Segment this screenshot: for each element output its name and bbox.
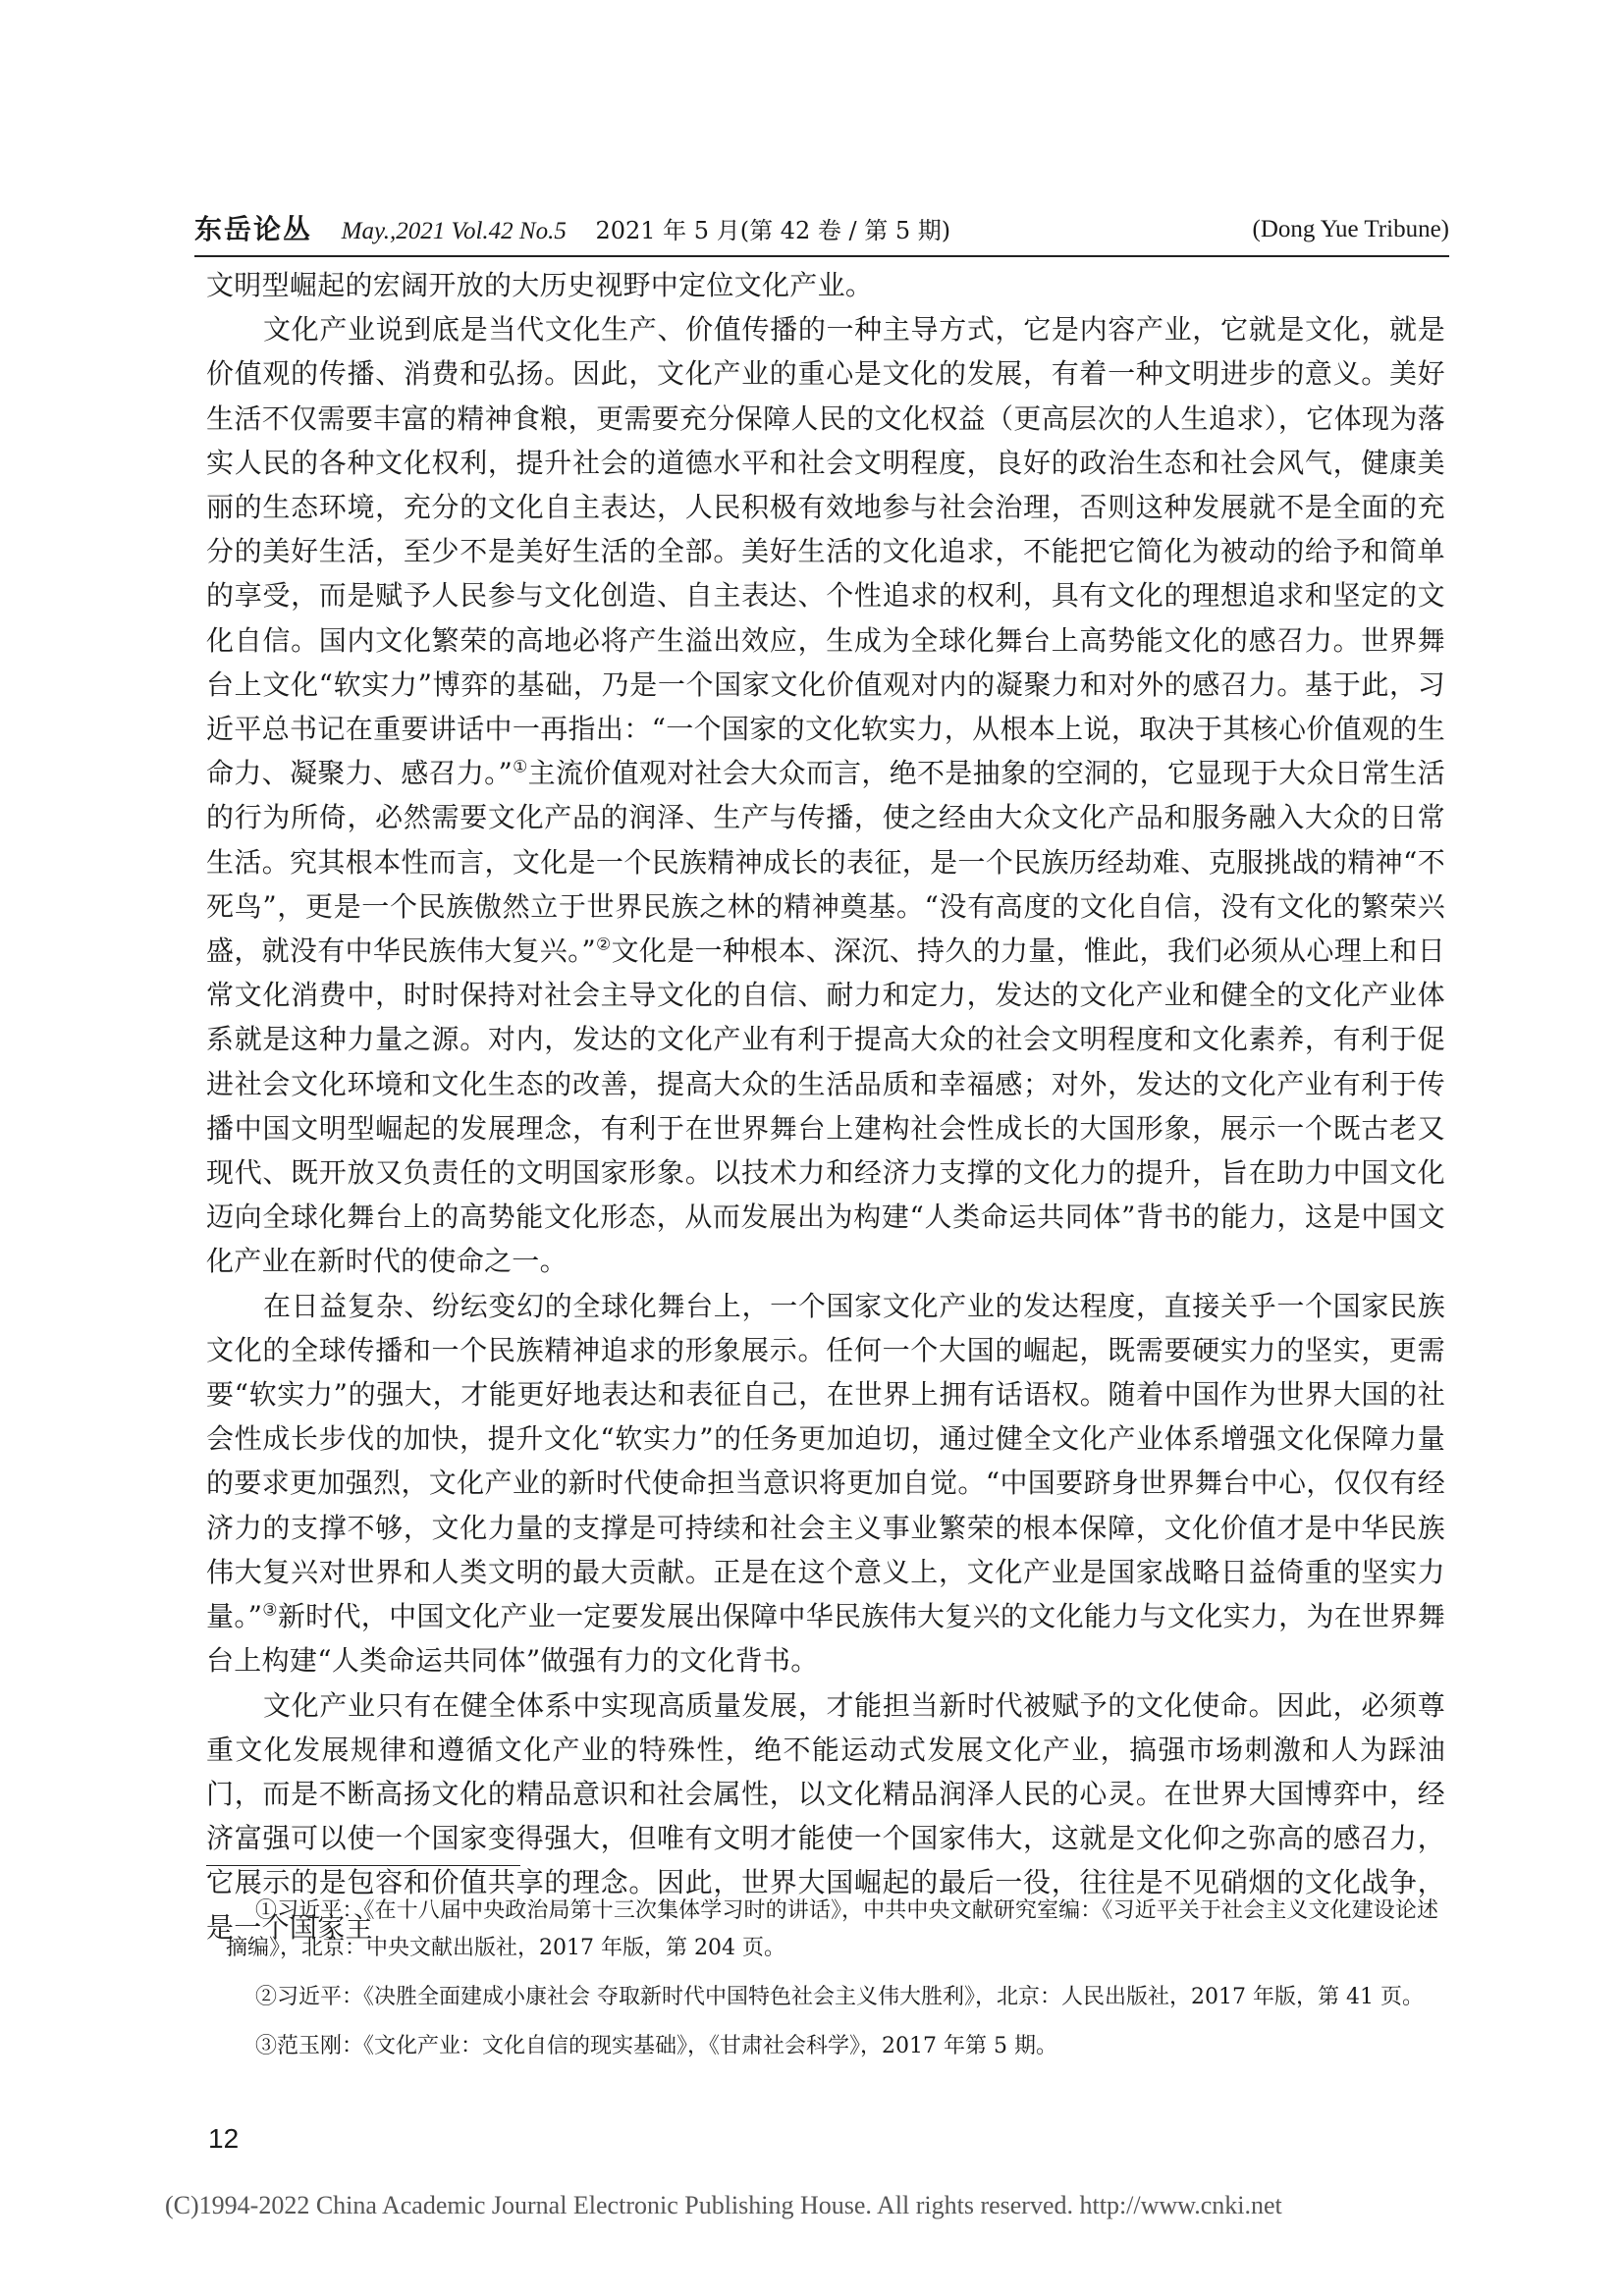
footnote-ref-2[interactable]: ② — [596, 934, 612, 955]
paragraph — [206, 307, 1445, 1283]
paragraph: 文化产业只有在健全体系中实现高质量发展，才能担当新时代被赋予的文化使命。因此，必须尊重文化发展规律和遵循文化产业的特殊性，绝不能运动式发展文化产业，搞强市场刺激和人为踩油门，而是不断高扬文化的精品意识和社会属性，以文化精品润泽人民的心灵。在世界大国博弈中，经济富强可以使一个国家变得强大，但唯有文明才能使一个国家伟大，这就是文化仰之弥高的感召力，它展示的是包容和价值共享的理念。因此，世界大国崛起的最后一役，往往是不见硝烟的文化战争，是一个国家主 — [206, 1688, 1445, 1944]
footnotes — [226, 1893, 1438, 2077]
paragraph-continued: 文明型崛起的宏阔开放的大历史视野中定位文化产业。 — [206, 269, 874, 301]
header-rule — [194, 255, 1449, 257]
article-body — [206, 263, 1445, 1949]
journal-name-en: (Dong Yue Tribune) — [1252, 216, 1449, 242]
paragraph-text: 新时代，中国文化产业一定要发展出保障中华民族伟大复兴的文化能力与文化实力，为在世界舞台上构建“人类命运共同体”做强有力的文化背书。 — [206, 1600, 1446, 1678]
footnote-ref-3[interactable]: ③ — [262, 1600, 278, 1621]
footnote-1: ①习近平：《在十八届中央政治局第十三次集体学习时的讲话》，中共中央文献研究室编：《习近平关于社会主义文化建设论述摘编》，北京：中央文献出版社，2017 年版，第 204 页。 — [226, 1898, 1438, 1960]
footnote-rule — [206, 1865, 520, 1866]
paragraph-text: 文化是一种根本、深沉、持久的力量，惟此，我们必须从心理上和日常文化消费中，时时保持对社会主导文化的自信、耐力和定力，发达的文化产业和健全的文化产业体系就是这种力量之源。对内，发达的文化产业有利于提高大众的社会文明程度和文化素养，有利于促进社会文化环境和文化生态的改善，提高大众的生活品质和幸福感；对外，发达的文化产业有利于传播中国文明型崛起的发展理念，有利于在世界舞台上建构社会性成长的大国形象，展示一个既古老又现代、既开放又负责任的文明国家形象。以技术力和经济力支撑的文化力的提升，旨在助力中国文化迈向全球化舞台上的高势能文化形态，从而发展出为构建“人类命运共同体”背书的能力，这是中国文化产业在新时代的使命之一。 — [206, 934, 1445, 1278]
paragraph-text: 文化产业说到底是当代文化生产、价值传播的一种主导方式，它是内容产业，它就是文化，就是价值观的传播、消费和弘扬。因此，文化产业的重心是文化的发展，有着一种文明进步的意义。美好生活不仅需要丰富的精神食粮，更需要充分保障人民的文化权益（更高层次的人生追求），它体现为落实人民的各种文化权利，提升社会的道德水平和社会文明程度，良好的政治生态和社会风气，健康美丽的生态环境，充分的文化自主表达，人民积极有效地参与社会治理，否则这种发展就不是全面的充分的美好生活，至少不是美好生活的全部。美好生活的文化追求，不能把它简化为被动的给予和简单的享受，而是赋予人民参与文化创造、自主表达、个性追求的权利，具有文化的理想追求和坚定的文化自信。国内文化繁荣的高地必将产生溢出效应，生成为全球化舞台上高势能文化的感召力。世界舞台上文化“软实力”博弈的基础，乃是一个国家文化价值观对内的凝聚力和对外的感召力。基于此，习近平总书记在重要讲话中一再指出：“一个国家的文化软实力，从根本上说，取决于其核心价值观的生命力、凝聚力、感召力。” — [206, 313, 1445, 790]
paragraph-text: 在日益复杂、纷纭变幻的全球化舞台上，一个国家文化产业的发达程度，直接关乎一个国家民族文化的全球传播和一个民族精神追求的形象展示。任何一个大国的崛起，既需要硬实力的坚实，更需要“软实力”的强大，才能更好地表达和表征自己，在世界上拥有话语权。随着中国作为世界大国的社会性成长步伐的加快，提升文化“软实力”的任务更加迫切，通过健全文化产业体系增强文化保障力量的要求更加强烈，文化产业的新时代使命担当意识将更加自觉。“中国要跻身世界舞台中心，仅仅有经济力的支撑不够，文化力量的支撑是可持续和社会主义事业繁荣的根本保障，文化价值才是中华民族伟大复兴对世界和人类文明的最大贡献。正是在这个意义上，文化产业是国家战略日益倚重的坚实力量。” — [206, 1289, 1445, 1633]
paragraph — [206, 1284, 1445, 1683]
issue-info-en: May.,2021 Vol.42 No.5 — [341, 218, 567, 244]
running-header — [194, 210, 1449, 249]
issue-info-zh: 2021 年 5 月(第 42 卷 / 第 5 期) — [595, 217, 951, 244]
footnote-3: ③范玉刚：《文化产业：文化自信的现实基础》，《甘肃社会科学》，2017 年第 5 期。 — [255, 2034, 1057, 2058]
copyright-notice: (C)1994-2022 China Academic Journal Electronic Publishing House. All rights reserved. http://www.cnki.net — [165, 2191, 1282, 2219]
paragraph-text: 主流价值观对社会大众而言，绝不是抽象的空洞的，它显现于大众日常生活的行为所倚，必然需要文化产品的润泽、生产与传播，使之经由大众文化产品和服务融入大众的日常生活。究其根本性而言，文化是一个民族精神成长的表征，是一个民族历经劫难、克服挑战的精神“不死鸟”，更是一个民族傲然立于世界民族之林的精神奠基。“没有高度的文化自信，没有文化的繁荣兴盛，就没有中华民族伟大复兴。” — [206, 757, 1446, 968]
page-number: 12 — [208, 2123, 240, 2154]
footnote-2: ②习近平：《决胜全面建成小康社会 夺取新时代中国特色社会主义伟大胜利》，北京：人民出版社，2017 年版，第 41 页。 — [255, 1985, 1424, 2009]
journal-name: 东岳论丛 — [194, 213, 313, 245]
footnote-ref-1[interactable]: ① — [513, 757, 528, 777]
